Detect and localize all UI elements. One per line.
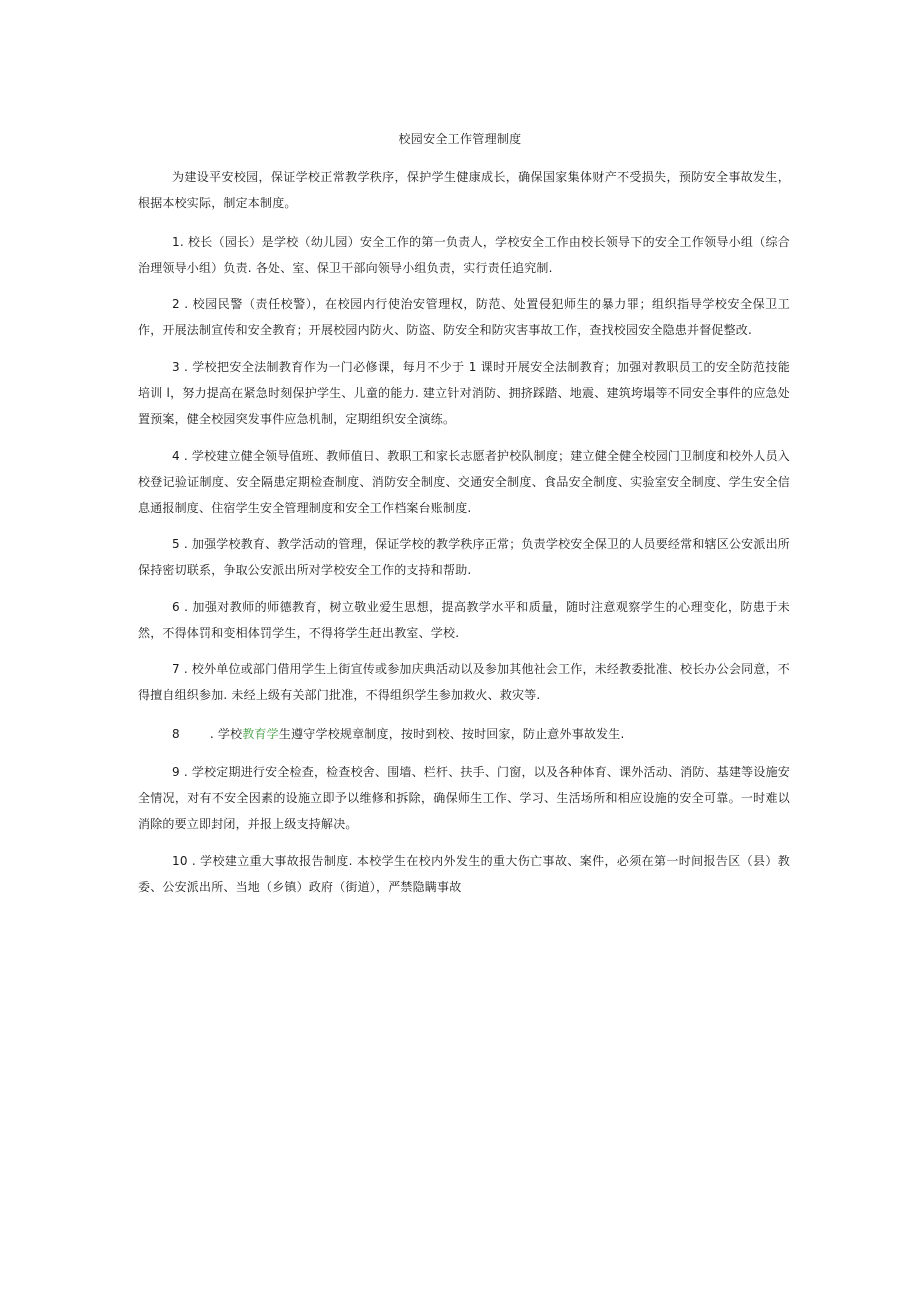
- intro-paragraph: 为建设平安校园，保证学校正常教学秩序，保护学生健康成长，确保国家集体财产不受损失，预防安全事故发生，根据本校实际，制定本制度。: [138, 170, 790, 210]
- clause-6: 6 . 加强对教师的师德教育，树立敬业爱生思想，提高教学水平和质量，随时注意观察学生的心理变化，防患于未然，不得体罚和变相体罚学生，不得将学生赶出教室、学校.: [138, 600, 790, 640]
- clause-8-text-after: 生遵守学校规章制度，按时到校、按时回家，防止意外事故发生.: [278, 727, 625, 741]
- clause-9: 9 . 学校定期进行安全检查，检查校舍、围墙、栏杆、扶手、门窗，以及各种体育、课外活动、消防、基建等设施安全情况，对有不安全因素的设施立即予以维修和拆除，确保师生工作、学习、生活场所和相应设施的安全可靠。一时难以消除的要立即封闭，并报上级支持解决。: [138, 765, 790, 831]
- clause-8-text-before: . 学校: [209, 727, 243, 741]
- clause-8-highlight-link[interactable]: 教育学: [242, 727, 279, 741]
- clause-8: [138, 721, 790, 747]
- clause-5: 5 . 加强学校教育、教学活动的管理，保证学校的教学秩序正常；负责学校安全保卫的人员要经常和辖区公安派出所保持密切联系，争取公安派出所对学校安全工作的支持和帮助.: [138, 537, 790, 577]
- clause-1: 1. 校长（园长）是学校（幼儿园）安全工作的第一负责人，学校安全工作由校长领导下的安全工作领导小组（综合治理领导小组）负责. 各处、室、保卫干部向领导小组负责，实行责任追究制.: [138, 235, 790, 275]
- clause-4: 4 . 学校建立健全领导值班、教师值日、教职工和家长志愿者护校队制度；建立健全健全校园门卫制度和校外人员入校登记验证制度、安全隔患定期检查制度、消防安全制度、交通安全制度、食品安全制度、实验室安全制度、学生安全信息通报制度、住宿学生安全管理制度和安全工作档案台账制度.: [138, 449, 790, 515]
- clause-3: 3 . 学校把安全法制教育作为一门必修课，每月不少于 1 课时开展安全法制教育；加强对教职员工的安全防范技能培训 l，努力提高在紧急时刻保护学生、儿童的能力. 建立针对消防、拥挤踩踏、地震、建筑垮塌等不同安全事件的应急处置预案，健全校园突发事件应急机制，定期组织安全演练。: [138, 360, 790, 426]
- clause-8-number: 8: [172, 727, 180, 741]
- clause-7: 7 . 校外单位或部门借用学生上街宣传或参加庆典活动以及参加其他社会工作，未经教委批准、校长办公会同意，不得擅自组织参加. 未经上级有关部门批准，不得组织学生参加救火、救灾等.: [138, 662, 790, 702]
- clause-2: 2 . 校园民警（责任校警），在校园内行使治安管理权，防范、处置侵犯师生的暴力罪；组织指导学校安全保卫工作，开展法制宣传和安全教育；开展校园内防火、防盗、防安全和防灾害事故工作，查找校园安全隐患并督促整改.: [138, 297, 790, 337]
- clause-10: 10 . 学校建立重大事故报告制度. 本校学生在校内外发生的重大伤亡事故、案件，必须在第一时间报告区（县）教委、公安派出所、当地（乡镇）政府（街道），严禁隐瞒事故: [138, 854, 790, 894]
- document-title: 校园安全工作管理制度: [398, 132, 522, 146]
